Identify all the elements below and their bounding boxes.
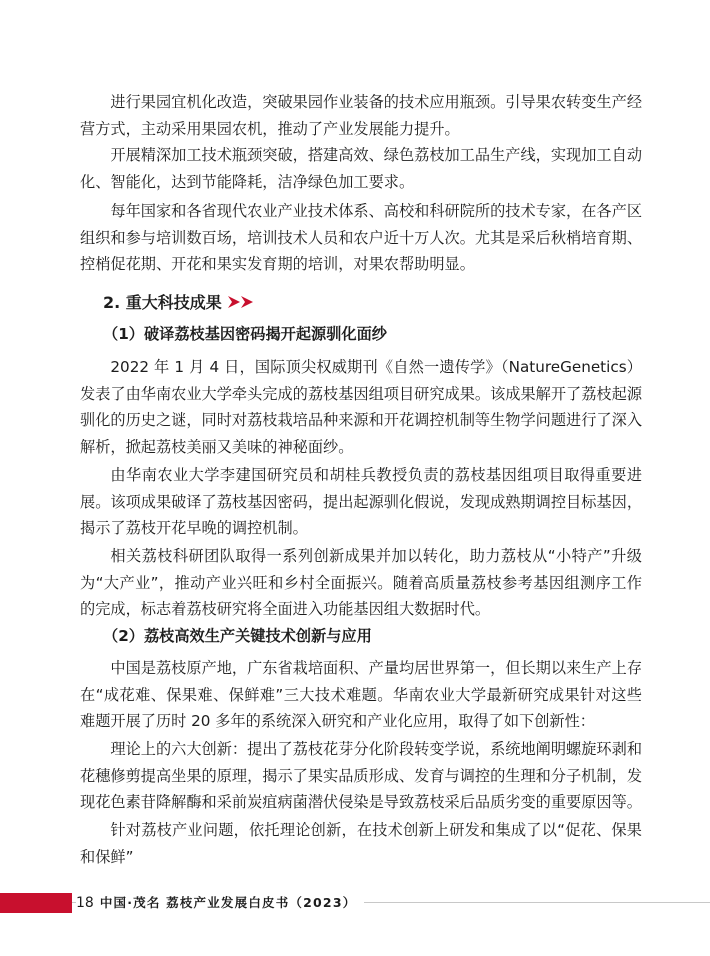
subheading-production-tech: （2）荔枝高效生产关键技术创新与应用 xyxy=(103,627,372,645)
page-number: 18 xyxy=(76,895,94,911)
footer-accent-bar xyxy=(0,893,72,913)
subheading-genome: （1）破译荔枝基因密码揭开起源驯化面纱 xyxy=(103,325,387,343)
paragraph-genome-publication: 2022 年 1 月 4 日，国际顶尖权威期刊《自然一遗传学》（NatureGenetics）发表了由华南农业大学牵头完成的荔枝基因组项目研究成果。该成果解开了荔枝起源驯化的历史之谜，同时对荔枝栽培品种来源和开花调控机制等生物学问题进行了深入解析，掀起荔枝美丽又美味的神秘面纱。 xyxy=(80,358,642,456)
paragraph-genome-progress: 由华南农业大学李建国研究员和胡桂兵教授负责的荔枝基因组项目取得重要进展。该项成果破译了荔枝基因密码，提出起源驯化假说，发现成熟期调控目标基因，揭示了荔枝开花早晚的调控机制。 xyxy=(80,466,642,537)
paragraph-training: 每年国家和各省现代农业产业技术体系、高校和科研院所的技术专家，在各产区组织和参与培训数百场，培训技术人员和农户近十万人次。尤其是采后秋梢培育期、控梢促花期、开花和果实发育期的培训，对果农帮助明显。 xyxy=(80,202,642,273)
paragraph-orchard-mechanization: 进行果园宜机化改造，突破果园作业装备的技术应用瓶颈。引导果农转变生产经营方式，主动采用果园农机，推动了产业发展能力提升。 xyxy=(80,93,642,138)
paragraph-theoretical-innovation: 理论上的六大创新：提出了荔枝花芽分化阶段转变学说，系统地阐明螺旋环剥和花穗修剪提高坐果的原理，揭示了果实品质形成、发育与调控的生理和分子机制，发现花色素苷降解酶和采前炭疽病菌潜伏侵染是导致荔枝采后品质劣变的重要原因等。 xyxy=(80,740,642,811)
page-footer xyxy=(76,893,364,913)
footer-title: 中国·茂名 荔枝产业发展白皮书（2023） xyxy=(99,895,357,910)
paragraph-technical-innovation: 针对荔枝产业问题，依托理论创新，在技术创新上研发和集成了以“促花、保果和保鲜” xyxy=(80,821,642,866)
double-chevron-icon xyxy=(228,296,256,308)
paragraph-deep-processing: 开展精深加工技术瓶颈突破，搭建高效、绿色荔枝加工品生产线，实现加工自动化、智能化，达到节能降耗，洁净绿色加工要求。 xyxy=(80,146,642,191)
paragraph-industry-upgrade: 相关荔枝科研团队取得一系列创新成果并加以转化，助力荔枝从“小特产”升级为“大产业”，推动产业兴旺和乡村全面振兴。随着高质量荔枝参考基因组测序工作的完成，标志着荔枝研究将全面进入功能基因组大数据时代。 xyxy=(80,547,642,618)
section-heading-text: 2. 重大科技成果 xyxy=(103,293,222,312)
paragraph-technical-problems: 中国是荔枝原产地，广东省栽培面积、产量均居世界第一，但长期以来生产上存在“成花难、保果难、保鲜难”三大技术难题。华南农业大学最新研究成果针对这些难题开展了历时 20 多年的系统深入研究和产业化应用，取得了如下创新性： xyxy=(80,659,642,730)
section-heading xyxy=(103,291,256,315)
